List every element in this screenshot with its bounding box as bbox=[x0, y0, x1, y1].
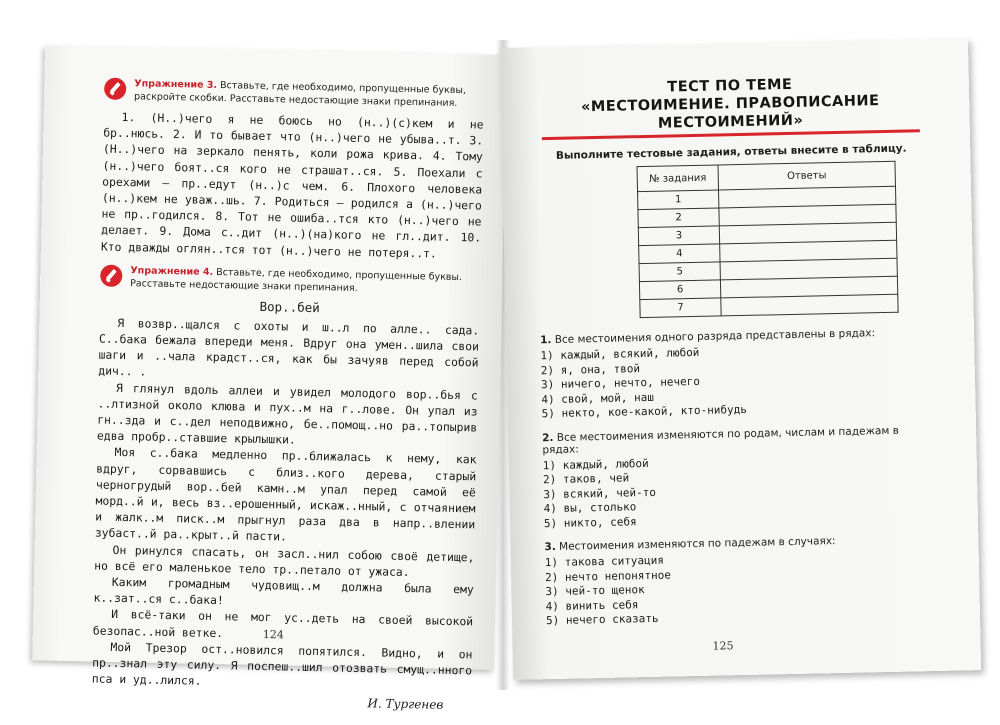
question-2-text: Все местоимения изменяются по родам, числам и падежам в рядах: bbox=[542, 424, 899, 456]
exercise-4-instruction: Вставьте, где необходимо, пропущенные буквы. Расставьте недостающие знаки препинания. bbox=[130, 266, 463, 294]
exercise-3-title: Упражнение 3. bbox=[134, 78, 218, 91]
task-number: 2 bbox=[638, 208, 719, 228]
task-number: 3 bbox=[638, 226, 719, 246]
question-3-options bbox=[545, 548, 936, 629]
page-number-left: 124 bbox=[262, 628, 284, 642]
answer-option: 3) ничего, нечто, нечего bbox=[540, 374, 701, 392]
question-2-options bbox=[543, 451, 934, 532]
task-number: 5 bbox=[639, 262, 720, 282]
exercise-4-header bbox=[100, 263, 480, 297]
task-number: 7 bbox=[640, 298, 721, 318]
task-number: 6 bbox=[639, 280, 720, 300]
test-instruction: Выполните тестовые задания, ответы внесите в таблицу. bbox=[555, 142, 907, 162]
right-page-content bbox=[535, 73, 936, 629]
left-page-content bbox=[91, 77, 484, 712]
answer-option: 5) нечего сказать bbox=[545, 611, 659, 628]
exercise-3-text bbox=[101, 109, 484, 263]
answer-option: 4) свой, мой, наш bbox=[541, 390, 655, 406]
story-title: Вор..бей bbox=[259, 298, 320, 315]
answer-option: 3) всякий, чей-то bbox=[543, 485, 657, 501]
question-2 bbox=[542, 424, 934, 532]
task-number: 1 bbox=[638, 190, 719, 210]
story-paragraph: Я глянул вдоль аллеи и увидел молодого вор..бья с ..лтизной около клюва и пух..м на г..лове. Он упал из гн..зда и с..дел неподвижно, бе..помощ..но ра..топырив едва пробр..ставшие крылышки. bbox=[96, 380, 479, 447]
question-3-text: Местоимения изменяются по падежам в случаях: bbox=[558, 535, 836, 553]
left-page bbox=[32, 45, 507, 712]
story-paragraph: Моя с..бака медленно пр..ближалась к нему, как вдруг, сорвавшись с близ..кого дерева, старый черногрудый вор..бей камн..м упал перед самой её морд..й и, весь вз..ерошенный, искаж..нный, с отчаянием и жалк..м писк..м прыгнул раза два в напр..влении зубаст..й ра..крыт..й пасти. bbox=[94, 445, 477, 544]
right-page bbox=[500, 38, 981, 680]
story-paragraph: И всё-таки он не мог ус..деть на своей высокой безопас..ной ветке. bbox=[92, 607, 474, 640]
question-3-number: 3. bbox=[544, 540, 556, 554]
question-2-number: 2. bbox=[542, 431, 554, 444]
test-title-line-2: «МЕСТОИМЕНИЕ. ПРАВОПИСАНИЕ МЕСТОИМЕНИЙ» bbox=[580, 93, 880, 132]
story-paragraph: Мой Трезор ост..новился попятился. Видно, и он пр..знал эту силу. Я поспеш..шил отозвать смущ..нного пса и уд..лился. bbox=[91, 639, 473, 689]
answer-option: 1) такова ситуация bbox=[544, 553, 665, 570]
answer-option: 2) я, она, твой bbox=[540, 361, 641, 377]
answers-table bbox=[637, 161, 899, 318]
answer-option: 4) винить себя bbox=[545, 597, 639, 613]
exercise-3-sentences: 1. (Н..)чего я не боюсь но (н..)(с)кем и не бр..нюсь. 2. И то бывает что (н..)чего не убыва..т. 3. (Н..)чего на зеркало пенять, коли рожа крива. 4. Тому (н..)чего боят..ся кого не страшат..ся. 5. Поехали с орехами — пр..едут (н..)с чем. 6. Плохого человека (н..)кем не уваж..шь. 7. Родиться — родился а (н..)чего не пр..годился. 8. Тот не ошиба..тся кто (н..)чего не делает. 9. Дома с..дит (н..)(на)кого не гл..дит. 10. Кто дважды оглян..тся тот (н..)чего не потеря..т. bbox=[100, 109, 484, 261]
test-title-line-1: ТЕСТ ПО ТЕМЕ bbox=[667, 76, 793, 96]
page-number-right: 125 bbox=[712, 639, 734, 653]
exercise-3-instruction: Вставьте, где необходимо, пропущенные буквы, раскройте скобки. Расставьте недостающие знаки препинания. bbox=[133, 79, 467, 109]
answer-option: 5) никто, себя bbox=[543, 514, 637, 530]
exercise-3-header bbox=[104, 77, 484, 111]
table-header-answers: Ответы bbox=[718, 161, 895, 190]
answer-option: 2) таков, чей bbox=[542, 471, 630, 487]
answer-option: 1) каждый, всякий, любой bbox=[540, 345, 700, 363]
answer-cell[interactable] bbox=[721, 294, 898, 316]
story-paragraph: Он ринулся спасать, он засл..нил собою своё детище, но всё его маленькое тело тр..петало от ужаса. bbox=[94, 542, 475, 579]
pencil-icon bbox=[104, 78, 126, 100]
task-number: 4 bbox=[639, 244, 720, 264]
question-1-options bbox=[540, 341, 931, 422]
question-1-number: 1. bbox=[540, 333, 552, 347]
question-1 bbox=[540, 326, 932, 422]
answer-option: 2) нечто непонятное bbox=[544, 568, 672, 584]
question-3 bbox=[544, 533, 936, 629]
answer-option: 1) каждый, любой bbox=[542, 456, 649, 472]
table-header-number: № задания bbox=[637, 165, 719, 192]
answer-option: 3) чей-то щенок bbox=[545, 583, 645, 599]
exercise-4-title: Упражнение 4. bbox=[130, 264, 214, 278]
pencil-icon bbox=[100, 264, 122, 286]
story-paragraph: Каким громадным чудовищ..м должна была ему к..зат..ся с..бака! bbox=[93, 574, 474, 608]
question-1-text: Все местоимения одного разряда представлены в рядах: bbox=[554, 327, 876, 346]
story-text bbox=[92, 314, 480, 695]
answer-option: 5) некто, кое-какой, кто-нибудь bbox=[541, 402, 748, 421]
story-paragraph: Я возвр..щался с охоты и ш..л по алле.. сада. С..бака бежала впереди меня. Вдруг она умен..шила свои шаги и ..чала крадст..ся, как бы зачуяв перед собой дич.. . bbox=[98, 315, 480, 379]
story-author: И. Тургенев bbox=[367, 695, 444, 712]
answer-option: 4) вы, столько bbox=[543, 500, 637, 516]
